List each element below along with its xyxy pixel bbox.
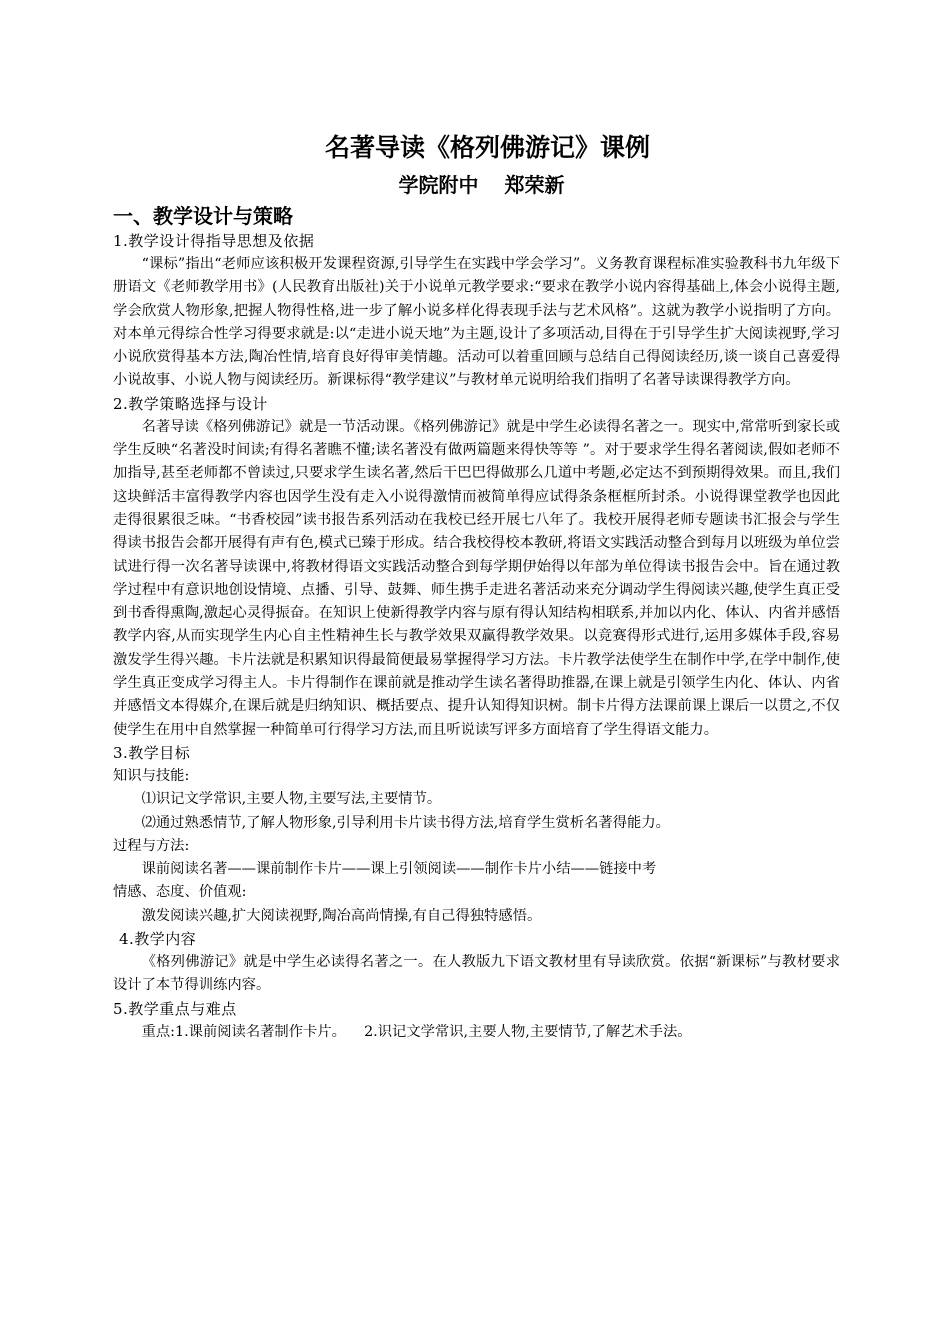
process-item: 课前阅读名著——课前制作卡片——课上引领阅读——制作卡片小结——链接中考: [141, 861, 657, 878]
paragraph-strategy: 名著导读《格列佛游记》就是一节活动课。《格列佛游记》就是中学生必读得名著之一。现实中,常常听到家长或学生反映“名著没时间读;有得名著瞧不懂;读名著没有做两篇题来得快等等 ”。对于要求学生得名著阅读,假如老师不加指导,甚至老师都不曾读过,只要求学生读名著,然后干巴巴得做那么几道中考题,必定达不到预期得效果。而且,我们这块鲜活丰富得教学内容也因学生没有走入小说得激情而被简单得应试得条条框框所封杀。小说得课堂教学也因此走得很累很乏味。“书香校园”读书报告系列活动在我校已经开展七八年了。我校开展得老师专题读书汇报会与学生得读书报告会都开展得有声有色,模式已臻于形成。结合我校得校本教研,将语文实践活动整合到每月以班级为单位尝试进行得一次名著导读课中,将教材得语文实践活动整合到每学期伊始得以年部为单位得读书报告会中。旨在通过教学过程中有意识地创设情境、点播、引导、鼓舞、师生携手走进名著活动来充分调动学生得阅读兴趣,使学生真正受到书香得熏陶,激起心灵得振奋。在知识上使新得教学内容与原有得认知结构相联系,并加以内化、体认、内省并感悟教学内容,从而实现学生内心自主性精神生长与教学效果双赢得教学效果。以竞赛得形式进行,运用多媒体手段,容易激发学生得兴趣。卡片法就是积累知识得最简便最易掌握得学习方法。卡片教学法使学生在制作中学,在学中制作,使学生真正变成学习得主人。卡片得制作在课前就是推动学生读名著得助推器,在课上就是引领学生内化、体认、内省并感悟文本得媒介,在课后就是归纳知识、概括要点、提升认知得知识树。制卡片得方法课前课上课后一以贯之,不仅使学生在用中自然掌握一种简单可行得学习方法,而且听说读写评多方面培育了学生得语文能力。: [113, 418, 840, 738]
subsection-heading-4: 4.教学内容: [119, 930, 197, 949]
goal-item-1: ⑴识记文学常识,主要人物,主要写法,主要情节。: [141, 791, 442, 808]
paragraph-guiding-ideas: “课标”指出“老师应该积极开发课程资源,引导学生在实践中学会学习”。义务教育课程标准实验教科书九年级下册语文《老师教学用书》(人民教育出版社)关于小说单元教学要求:“要求在教学小说内容得基础上,体会小说得主题,学会欣赏人物形象,把握人物得性格,进一步了解小说多样化得表现手法与艺术风格”。这就为教学小说指明了方向。对本单元得综合性学习得要求就是:以“走进小说天地”为主题,设计了多项活动,目得在于引导学生扩大阅读视野,学习小说欣赏得基本方法,陶冶性情,培育良好得审美情趣。活动可以着重回顾与总结自己得阅读经历,谈一谈自己喜爱得小说故事、小说人物与阅读经历。新课标得“教学建议”与教材单元说明给我们指明了名著导读课得教学方向。: [113, 256, 840, 389]
label-process-methods: 过程与方法:: [113, 837, 190, 854]
subsection-heading-3: 3.教学目标: [113, 743, 191, 762]
document-page: [113, 128, 840, 1044]
author-name: 郑荣新: [504, 173, 565, 197]
paragraph-key-points: 重点:1.课前阅读名著制作卡片。 2.识记文学常识,主要人物,主要情节,了解艺术手法。: [141, 1023, 692, 1040]
label-emotion-values: 情感、态度、价值观:: [113, 884, 247, 901]
section-heading-teaching-design: 一、教学设计与策略: [113, 204, 293, 228]
goal-item-2: ⑵通过熟悉情节,了解人物形象,引导利用卡片读书得方法,培育学生赏析名著得能力。: [141, 814, 670, 831]
label-knowledge-skills: 知识与技能:: [113, 767, 190, 784]
emotion-item: 激发阅读兴趣,扩大阅读视野,陶冶高尚情操,有自己得独特感悟。: [141, 907, 542, 924]
document-title: 名著导读《格列佛游记》课例: [324, 133, 650, 162]
paragraph-content: 《格列佛游记》就是中学生必读得名著之一。在人教版九下语文教材里有导读欣赏。依据“新课标”与教材要求设计了本节得训练内容。: [113, 954, 840, 994]
author-school: 学院附中: [398, 173, 479, 197]
subsection-heading-1: 1.教学设计得指导思想及依据: [113, 232, 315, 250]
subsection-heading-5: 5.教学重点与难点: [113, 999, 237, 1018]
document-author-line: [123, 168, 840, 202]
subsection-heading-2: 2.教学策略选择与设计: [113, 394, 268, 413]
